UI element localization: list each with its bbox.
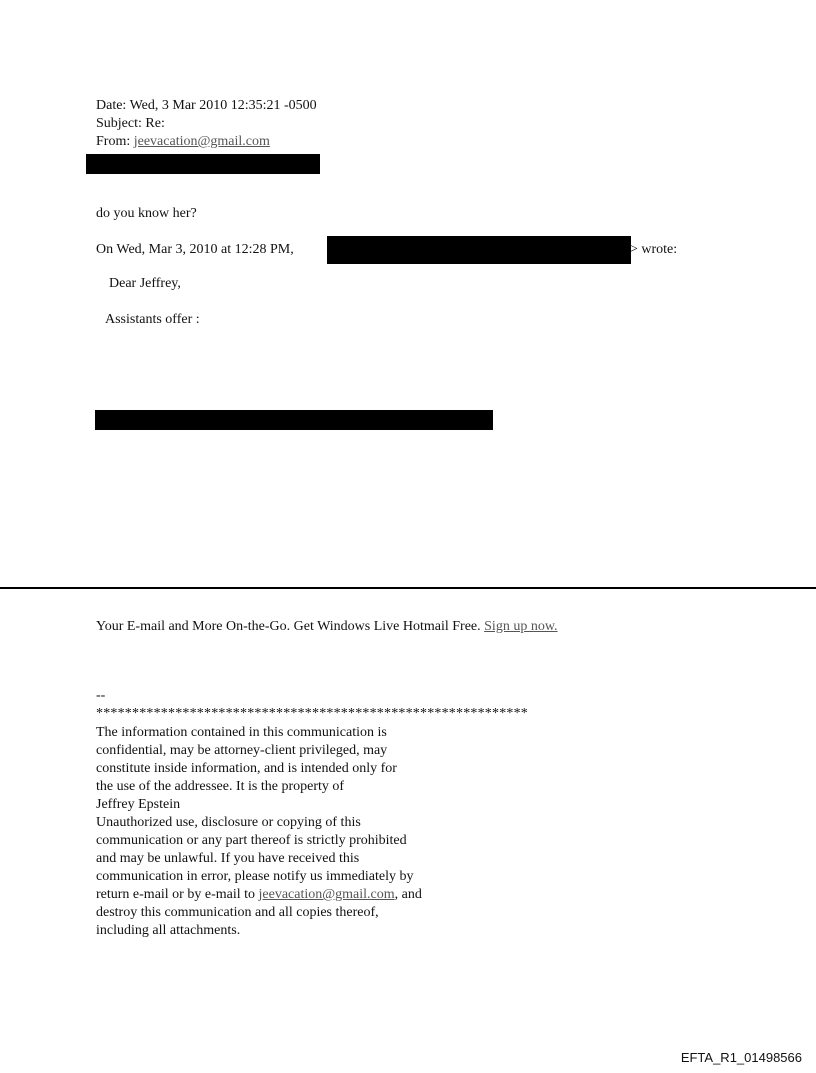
date-value: Wed, 3 Mar 2010 12:35:21 -0500: [129, 98, 317, 113]
quote-intro-suffix: > wrote:: [630, 242, 678, 257]
sign-up-link[interactable]: Sign up now.: [484, 619, 558, 634]
disclaimer-line: Unauthorized use, disclosure or copying of this: [96, 815, 361, 830]
disclaimer-line: The information contained in this communication is: [96, 725, 387, 740]
date-line: [96, 98, 317, 114]
subject-value: Re:: [145, 116, 165, 131]
disclaimer-line: including all attachments.: [96, 923, 241, 938]
quote-intro-prefix: On Wed, Mar 3, 2010 at 12:28 PM,: [96, 242, 294, 257]
return-prefix: return e-mail or by e-mail to: [96, 887, 255, 902]
disclaimer-line: communication in error, please notify us immediately by: [96, 869, 414, 884]
redaction-bar-sender: [327, 236, 631, 264]
subject-line: [96, 116, 165, 132]
from-line: [96, 134, 270, 150]
offer-text: Assistants offer :: [105, 312, 200, 327]
confidentiality-disclaimer: [96, 724, 422, 940]
disclaimer-line: constitute inside information, and is intended only for: [96, 761, 397, 776]
disclaimer-return-line: [96, 886, 422, 904]
promo-line: [96, 619, 558, 635]
subject-label: Subject:: [96, 116, 142, 131]
date-label: Date:: [96, 98, 127, 113]
greeting-text: Dear Jeffrey,: [109, 276, 181, 291]
message-text: do you know her?: [96, 206, 197, 221]
signature-dashes: --: [96, 688, 106, 703]
redaction-bar-offer: [95, 410, 493, 430]
return-suffix: , and: [394, 887, 422, 902]
promo-text: Your E-mail and More On-the-Go. Get Windows Live Hotmail Free.: [96, 619, 481, 634]
horizontal-divider: [0, 587, 816, 589]
disclaimer-email-link[interactable]: jeevacation@gmail.com: [258, 887, 395, 902]
from-label: From:: [96, 134, 131, 149]
disclaimer-line: Jeffrey Epstein: [96, 797, 181, 812]
redaction-bar-recipient: [86, 154, 320, 174]
disclaimer-line: and may be unlawful. If you have received this: [96, 851, 360, 866]
from-email-link[interactable]: jeevacation@gmail.com: [133, 134, 270, 149]
disclaimer-line: communication or any part thereof is strictly prohibited: [96, 833, 407, 848]
disclaimer-line: confidential, may be attorney-client privileged, may: [96, 743, 388, 758]
document-id: EFTA_R1_01498566: [680, 1050, 802, 1065]
disclaimer-line: the use of the addressee. It is the property of: [96, 779, 345, 794]
signature-stars: ************************************************************: [96, 706, 528, 721]
disclaimer-line: destroy this communication and all copies thereof,: [96, 905, 379, 920]
